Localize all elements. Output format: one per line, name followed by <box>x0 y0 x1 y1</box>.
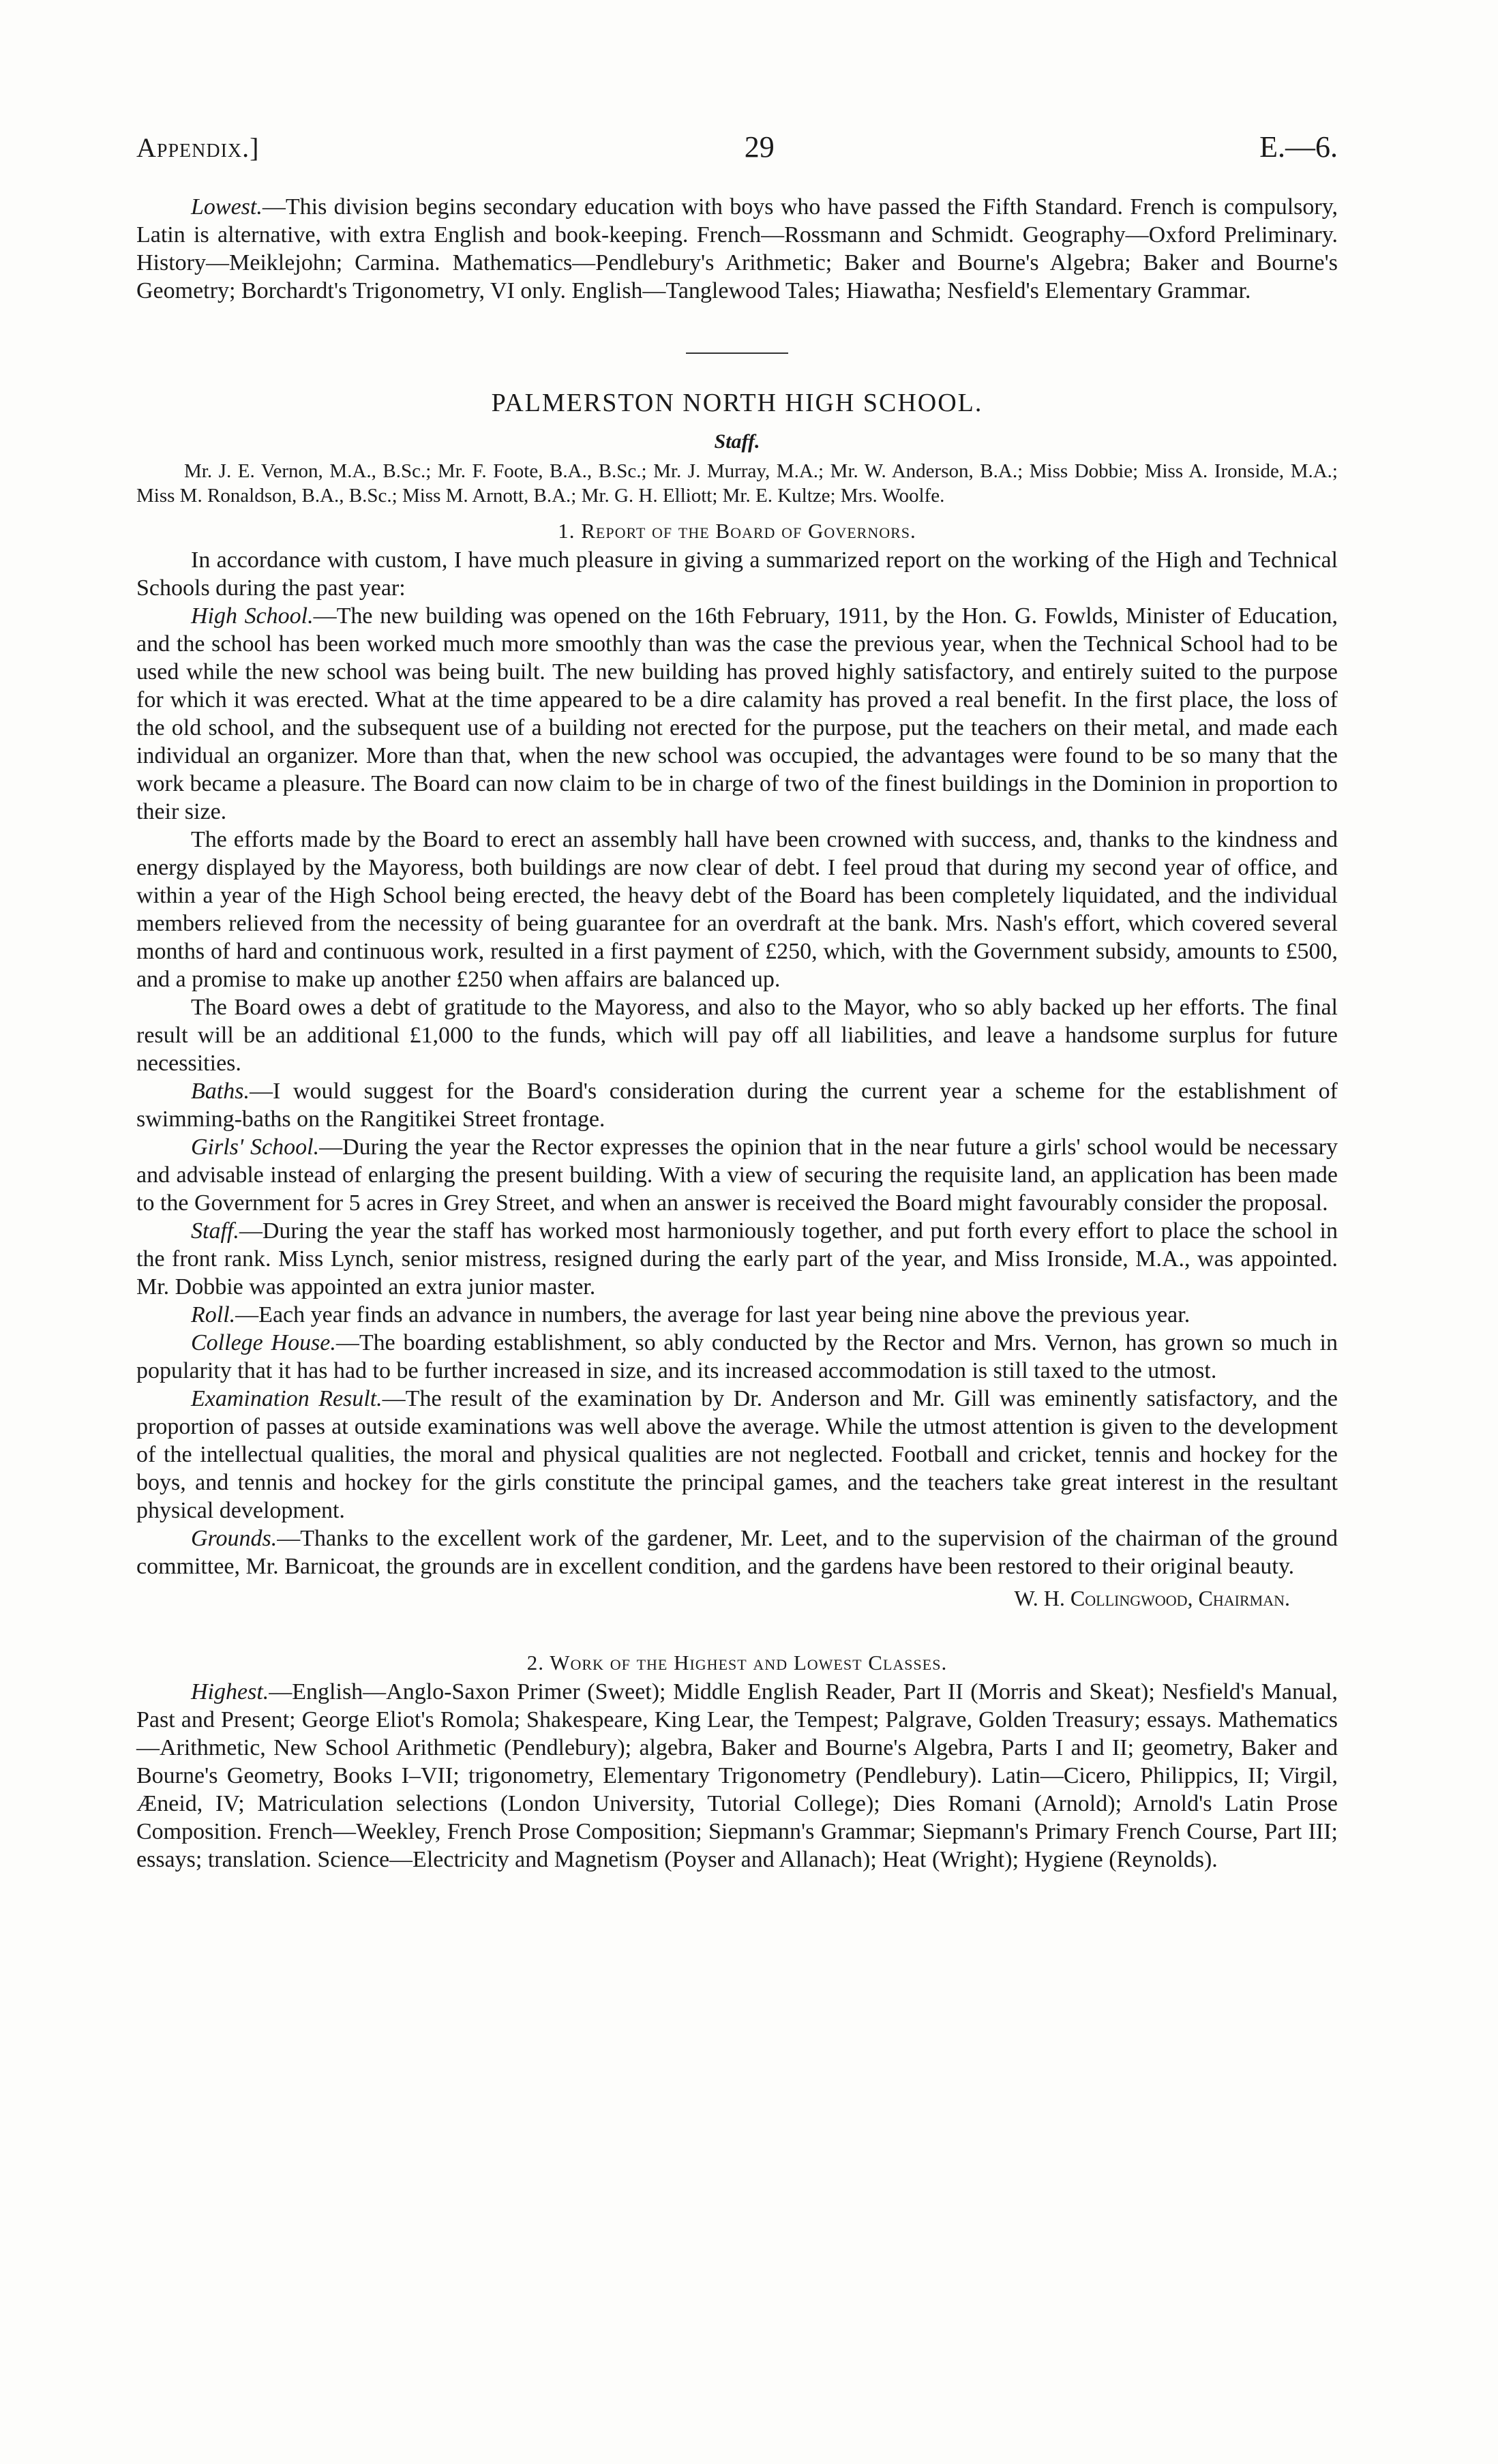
section-divider <box>686 352 788 354</box>
appendix-label: Appendix.] <box>136 132 260 163</box>
roll-paragraph <box>136 1301 1338 1329</box>
paragraph-text: —English—Anglo-Saxon Primer (Sweet); Middle English Reader, Part II (Morris and Skeat); Nesfield's Manual, Past and Present; George Eliot's Romola; Shakespeare, King Lear, the Tempest; Palgrave, Golden Treasury; essays. Mathematics—Arithmetic, New School Arithmetic (Pendlebury); algebra, Baker and Bourne's Algebra, Parts I and II; geometry, Baker and Bourne's Geometry, Books I–VII; trigonometry, Elementary Trigonometry (Pendlebury). Latin—Cicero, Philippics, II; Virgil, Æneid, IV; Matriculation selections (London University, Tutorial College); Dies Romani (Arnold); Arnold's Latin Prose Composition. French—Weekley, French Prose Composition; Siepmann's Grammar; Siepmann's Primary French Course, Part III; essays; translation. Science—Electricity and Magnetism (Poyser and Allanach); Heat (Wright); Hygiene (Reynolds). <box>136 1679 1338 1872</box>
chairman-signature: W. H. Collingwood, Chairman. <box>1014 1586 1290 1610</box>
paragraph-text: —The new building was opened on the 16th February, 1911, by the Hon. G. Fowlds, Minister of Education, and the school has been worked much more smoothly than was the case the previous year, when the Technical School had to be used while the new school was being built. The new building has proved highly satisfactory, and entirely suited to the purpose for which it was erected. What at the time appeared to be a dire calamity has proved a real benefit. In the first place, the loss of the old school, and the subsequent use of a building not erected for the purpose, put the teachers on their metal, and made each individual an organizer. More than that, when the new school was occupied, the advantages were found to be so many that the work became a pleasure. The Board can now claim to be in charge of two of the finest buildings in the Dominion in proportion to their size. <box>136 603 1338 824</box>
staff-paragraph <box>136 1217 1338 1301</box>
paragraph-lead: Baths. <box>191 1079 250 1104</box>
paragraph-text: —The result of the examination by Dr. Anderson and Mr. Gill was eminently satisfactory, and the proportion of passes at outside examinations was well above the average. While the utmost attention is given to the development of the intellectual qualities, the moral and physical qualities are not neglected. Football and cricket, tennis and hockey for the boys, and tennis and hockey for the girls constitute the principal games, and the teachers take great interest in the resultant physical development. <box>136 1386 1338 1523</box>
lowest-division-paragraph <box>136 193 1338 305</box>
board-report-heading: 1. Report of the Board of Governors. <box>558 519 916 543</box>
classes-work-heading: 2. Work of the Highest and Lowest Classes. <box>526 1651 948 1674</box>
paragraph-text: —Thanks to the excellent work of the gardener, Mr. Leet, and to the supervision of the chairman of the ground committee, Mr. Barnicoat, the grounds are in excellent condition, and the gardens have been restored to their original beauty. <box>136 1526 1338 1579</box>
paragraph-text: —During the year the Rector expresses the opinion that in the near future a girls' school would be necessary and advisable instead of enlarging the present building. With a view of securing the requisite land, an application has been made to the Government for 5 acres in Grey Street, and when an answer is received the Board might favourably consider the proposal. <box>136 1135 1338 1216</box>
high-school-paragraph <box>136 602 1338 826</box>
page-number: 29 <box>744 130 775 164</box>
staff-list: Mr. J. E. Vernon, M.A., B.Sc.; Mr. F. Foote, B.A., B.Sc.; Mr. J. Murray, M.A.; Mr. W. Anderson, B.A.; Miss Dobbie; Miss A. Ironside, M.A.; Miss M. Ronaldson, B.A., B.Sc.; Miss M. Arnott, B.A.; Mr. G. H. Elliott; Mr. E. Kultze; Mrs. Woolfe. <box>136 460 1338 507</box>
paragraph-text: —This division begins secondary education with boys who have passed the Fifth Standard. French is compulsory, Latin is alternative, with extra English and book-keeping. French—Rossmann and Schmidt. Geography—Oxford Preliminary. History—Meiklejohn; Carmina. Mathematics—Pendlebury's Arithmetic; Baker and Bourne's Algebra; Baker and Bourne's Geometry; Borchardt's Trigonometry, VI only. English—Tanglewood Tales; Hiawatha; Nesfield's Elementary Grammar. <box>136 194 1338 303</box>
girls-school-paragraph <box>136 1133 1338 1217</box>
baths-paragraph <box>136 1077 1338 1133</box>
examination-result-paragraph <box>136 1385 1338 1524</box>
paragraph-lead: Examination Result. <box>191 1386 383 1411</box>
paragraph-lead: Roll. <box>191 1302 236 1327</box>
paragraph-text: —During the year the staff has worked most harmoniously together, and put forth every effort to place the school in the front rank. Miss Lynch, senior mistress, resigned during the early part of the year, and Miss Ironside, M.A., was appointed. Mr. Dobbie was appointed an extra junior master. <box>136 1218 1338 1299</box>
paragraph-text: —Each year finds an advance in numbers, the average for last year being nine above the previous year. <box>235 1302 1190 1327</box>
paragraph-lead: College House. <box>191 1330 336 1355</box>
paragraph-lead: Grounds. <box>191 1526 278 1551</box>
staff-heading: Staff. <box>714 430 760 453</box>
paragraph-lead: Staff. <box>191 1218 239 1244</box>
college-house-paragraph <box>136 1329 1338 1385</box>
grounds-paragraph <box>136 1524 1338 1580</box>
paragraph-lead: High School. <box>191 603 314 629</box>
gratitude-paragraph: The Board owes a debt of gratitude to the Mayoress, and also to the Mayor, who so ably backed up her efforts. The final result will be an additional £1,000 to the funds, which will pay off all liabilities, and leave a handsome surplus for future necessities. <box>136 995 1338 1076</box>
school-title: PALMERSTON NORTH HIGH SCHOOL. <box>491 389 983 417</box>
paragraph-lead: Highest. <box>191 1679 269 1704</box>
paragraph-lead: Girls' School. <box>191 1135 320 1160</box>
report-intro: In accordance with custom, I have much pleasure in giving a summarized report on the working of the High and Technical Schools during the past year: <box>136 547 1338 601</box>
paragraph-text: —I would suggest for the Board's consideration during the current year a scheme for the establishment of swimming-baths on the Rangitikei Street frontage. <box>136 1079 1338 1132</box>
assembly-hall-paragraph: The efforts made by the Board to erect an assembly hall have been crowned with success, and, thanks to the kindness and energy displayed by the Mayoress, both buildings are now clear of debt. I feel proud that during my second year of office, and within a year of the High School being erected, the heavy debt of the Board has been completely liquidated, and the individual members relieved from the necessity of being guarantee for an overdraft at the bank. Mrs. Nash's effort, which covered several months of hard and continuous work, resulted in a first payment of £250, which, with the Government subsidy, amounts to £500, and a promise to make up another £250 when affairs are balanced up. <box>136 827 1338 992</box>
paragraph-text: —The boarding establishment, so ably conducted by the Rector and Mrs. Vernon, has grown so much in popularity that it has had to be further increased in size, and its increased accommodation is still taxed to the utmost. <box>136 1330 1338 1383</box>
highest-class-paragraph <box>136 1678 1338 1874</box>
document-reference: E.—6. <box>1259 130 1338 164</box>
paragraph-lead: Lowest. <box>191 194 263 220</box>
running-header <box>136 130 1338 164</box>
